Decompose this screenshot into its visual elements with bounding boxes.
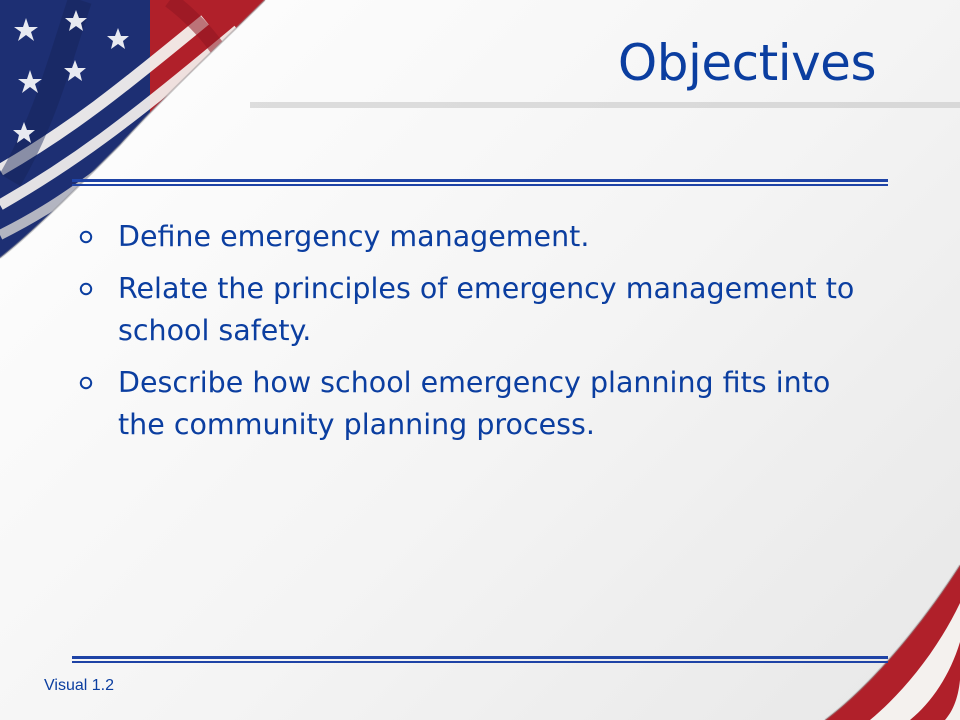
divider-line-thick — [72, 656, 888, 659]
bullet-text: Define emergency management. — [118, 220, 590, 253]
title-bar-shadow — [250, 102, 960, 108]
slide-title: Objectives — [617, 34, 876, 92]
divider-line-thin — [72, 661, 888, 663]
flag-stripe-corner — [825, 565, 960, 720]
objectives-list — [78, 216, 878, 456]
divider-line-thin — [72, 184, 888, 186]
bullet-text: Describe how school emergency planning fits into the community planning process. — [118, 366, 831, 441]
divider-line-thick — [72, 179, 888, 182]
hollow-circle-bullet-icon — [79, 282, 93, 296]
list-item — [78, 362, 878, 446]
bullet-text: Relate the principles of emergency management to school safety. — [118, 272, 855, 347]
footer-divider — [72, 656, 888, 664]
hollow-circle-bullet-icon — [79, 230, 93, 244]
slide-number: Visual 1.2 — [44, 677, 114, 694]
hollow-circle-bullet-icon — [79, 376, 93, 390]
title-divider — [72, 179, 888, 187]
list-item — [78, 216, 878, 258]
list-item — [78, 268, 878, 352]
